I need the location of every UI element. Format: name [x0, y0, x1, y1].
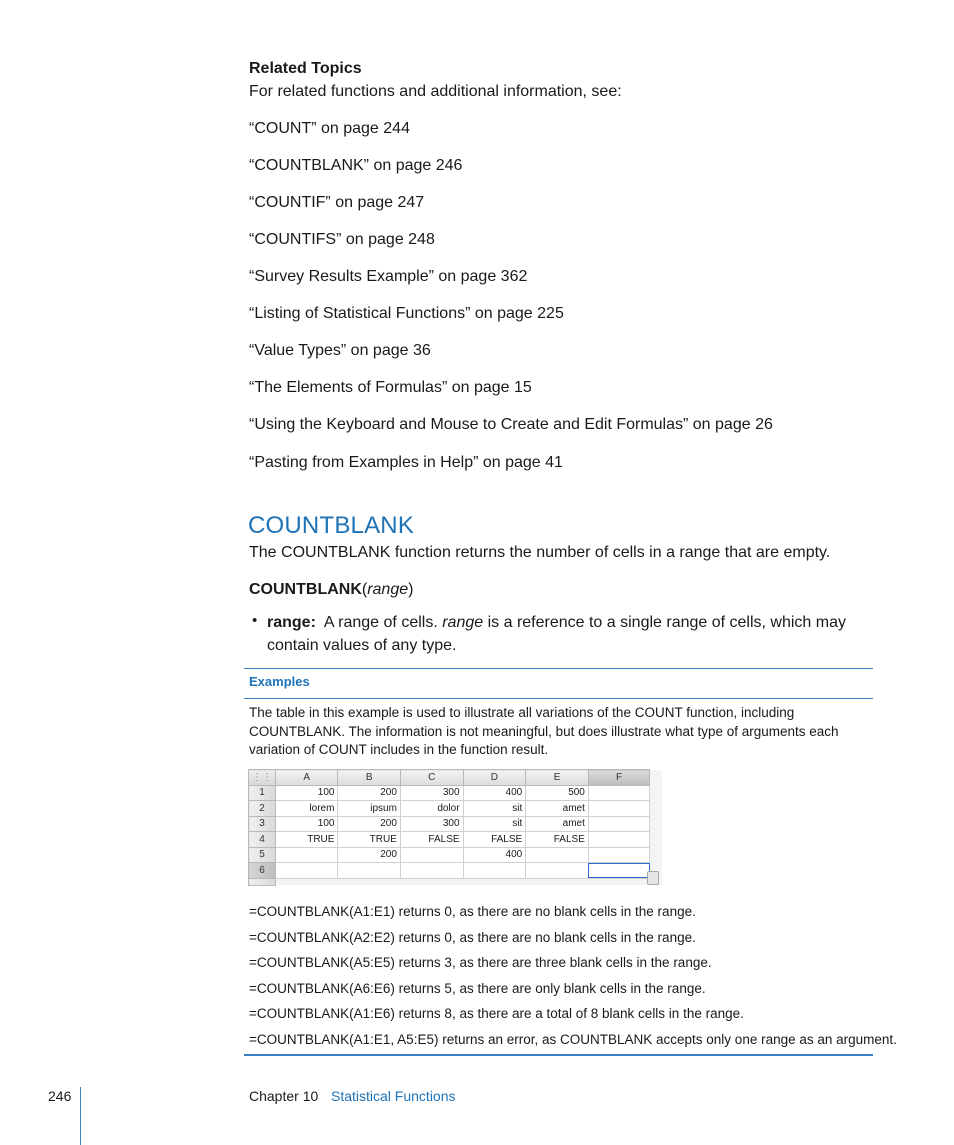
related-topic-link[interactable]: “Pasting from Examples in Help” on page 41 — [249, 454, 563, 471]
table-row — [249, 785, 663, 801]
examples-intro: The table in this example is used to illustrate all variations of the COUNT function, including COUNTBLANK. The information is not meaningful, but does illustrate what type of arguments each variation of COUNT includes in the function result. — [249, 705, 839, 757]
table-row — [249, 801, 663, 817]
argument-italic: range — [442, 614, 484, 631]
table-cell[interactable]: lorem — [276, 801, 338, 817]
row-header[interactable]: 2 — [249, 801, 276, 817]
table-cell[interactable]: dolor — [400, 801, 463, 817]
column-header[interactable]: E — [526, 770, 589, 786]
result-line: =COUNTBLANK(A5:E5) returns 3, as there are three blank cells in the range. — [249, 955, 712, 970]
row-header[interactable]: 6 — [249, 863, 276, 879]
result-line: =COUNTBLANK(A1:E1, A5:E5) returns an error, as COUNTBLANK accepts only one range as an argument. — [249, 1032, 897, 1047]
related-topic-link[interactable]: “COUNTBLANK” on page 246 — [249, 157, 463, 174]
section-description: The COUNTBLANK function returns the number of cells in a range that are empty. — [249, 544, 831, 561]
argument-text-1: A range of cells. — [323, 614, 438, 631]
table-cell[interactable]: FALSE — [463, 832, 526, 848]
examples-heading: Examples — [249, 674, 310, 689]
function-syntax — [249, 581, 413, 599]
related-topic-link[interactable]: “Survey Results Example” on page 362 — [249, 268, 528, 285]
table-cell[interactable] — [526, 863, 589, 879]
footer-chapter-title[interactable]: Statistical Functions — [331, 1088, 456, 1104]
column-header[interactable]: A — [276, 770, 338, 786]
examples-top-rule — [244, 668, 873, 669]
table-cell[interactable]: amet — [526, 816, 589, 832]
footer-divider — [80, 1087, 81, 1145]
table-cell[interactable] — [588, 785, 649, 801]
table-cell[interactable]: FALSE — [526, 832, 589, 848]
table-cell[interactable] — [588, 832, 649, 848]
table-cell[interactable] — [400, 847, 463, 863]
row-header[interactable]: 1 — [249, 785, 276, 801]
related-topic-link[interactable]: “The Elements of Formulas” on page 15 — [249, 379, 532, 396]
table-cell[interactable]: amet — [526, 801, 589, 817]
footer-chapter: Chapter 10 — [249, 1088, 319, 1104]
column-resize-grip-icon[interactable] — [650, 770, 662, 786]
related-topics-heading: Related Topics — [249, 60, 362, 77]
table-cell[interactable]: FALSE — [400, 832, 463, 848]
table-cell[interactable]: 400 — [463, 847, 526, 863]
table-cell[interactable] — [276, 863, 338, 879]
syntax-argument: range — [367, 581, 409, 598]
table-cell[interactable]: 200 — [338, 816, 400, 832]
selected-cell[interactable] — [588, 863, 649, 879]
related-topic-link[interactable]: “Listing of Statistical Functions” on page 225 — [249, 305, 564, 322]
column-header[interactable]: C — [400, 770, 463, 786]
result-line: =COUNTBLANK(A6:E6) returns 5, as there are only blank cells in the range. — [249, 981, 706, 996]
related-topic-link[interactable]: “Value Types” on page 36 — [249, 342, 431, 359]
table-cell[interactable]: 200 — [338, 847, 400, 863]
syntax-close-paren: ) — [408, 581, 414, 598]
argument-label: range: — [267, 614, 316, 631]
table-cell[interactable]: 300 — [400, 785, 463, 801]
table-row — [249, 847, 663, 863]
row-header[interactable]: 5 — [249, 847, 276, 863]
related-topic-link[interactable]: “COUNTIFS” on page 248 — [249, 231, 435, 248]
syntax-function-name: COUNTBLANK — [249, 581, 362, 598]
table-cell[interactable] — [526, 847, 589, 863]
section-title: COUNTBLANK — [248, 512, 415, 539]
table-row — [249, 863, 663, 879]
row-header[interactable]: 4 — [249, 832, 276, 848]
table-cell[interactable]: 400 — [463, 785, 526, 801]
table-cell[interactable]: TRUE — [276, 832, 338, 848]
syntax-open-paren: ( — [361, 581, 368, 598]
related-topics-intro: For related functions and additional information, see: — [249, 83, 622, 100]
table-cell[interactable]: sit — [463, 801, 526, 817]
column-header[interactable]: F — [588, 770, 649, 786]
result-line: =COUNTBLANK(A2:E2) returns 0, as there are no blank cells in the range. — [249, 930, 696, 945]
table-cell[interactable]: sit — [463, 816, 526, 832]
column-header[interactable]: D — [463, 770, 526, 786]
table-cell[interactable]: ipsum — [338, 801, 400, 817]
table-cell[interactable] — [588, 816, 649, 832]
argument-description — [267, 611, 857, 657]
table-bottom-edge — [276, 878, 663, 885]
table-cell[interactable] — [588, 801, 649, 817]
result-line: =COUNTBLANK(A1:E1) returns 0, as there are no blank cells in the range. — [249, 904, 696, 919]
table-cell[interactable]: 500 — [526, 785, 589, 801]
examples-heading-rule — [244, 698, 873, 699]
table-cell[interactable] — [276, 847, 338, 863]
result-line: =COUNTBLANK(A1:E6) returns 8, as there are a total of 8 blank cells in the range. — [249, 1006, 744, 1021]
row-header[interactable]: 3 — [249, 816, 276, 832]
table-cell[interactable] — [463, 863, 526, 879]
example-spreadsheet — [248, 769, 662, 886]
page-number: 246 — [48, 1088, 72, 1104]
table-cell[interactable]: 200 — [338, 785, 400, 801]
table-cell[interactable] — [588, 847, 649, 863]
table-cell[interactable] — [400, 863, 463, 879]
related-topic-link[interactable]: “COUNTIF” on page 247 — [249, 194, 425, 211]
table-cell[interactable] — [338, 863, 400, 879]
table-resize-handle-icon[interactable] — [647, 871, 659, 885]
table-row — [249, 816, 663, 832]
table-cell[interactable]: 300 — [400, 816, 463, 832]
table-corner-grip-icon[interactable]: ⋮⋮ — [249, 770, 276, 786]
table-cell[interactable]: 100 — [276, 785, 338, 801]
table-cell[interactable]: TRUE — [338, 832, 400, 848]
column-header[interactable]: B — [338, 770, 400, 786]
related-topic-link[interactable]: “COUNT” on page 244 — [249, 120, 410, 137]
examples-bottom-rule — [244, 1054, 873, 1056]
argument-text-2: is a reference to a single range of cells, which may contain values of any type. — [267, 614, 846, 654]
table-row — [249, 832, 663, 848]
table-cell[interactable]: 100 — [276, 816, 338, 832]
related-topic-link[interactable]: “Using the Keyboard and Mouse to Create and Edit Formulas” on page 26 — [249, 416, 773, 433]
bullet-icon: • — [252, 612, 258, 629]
